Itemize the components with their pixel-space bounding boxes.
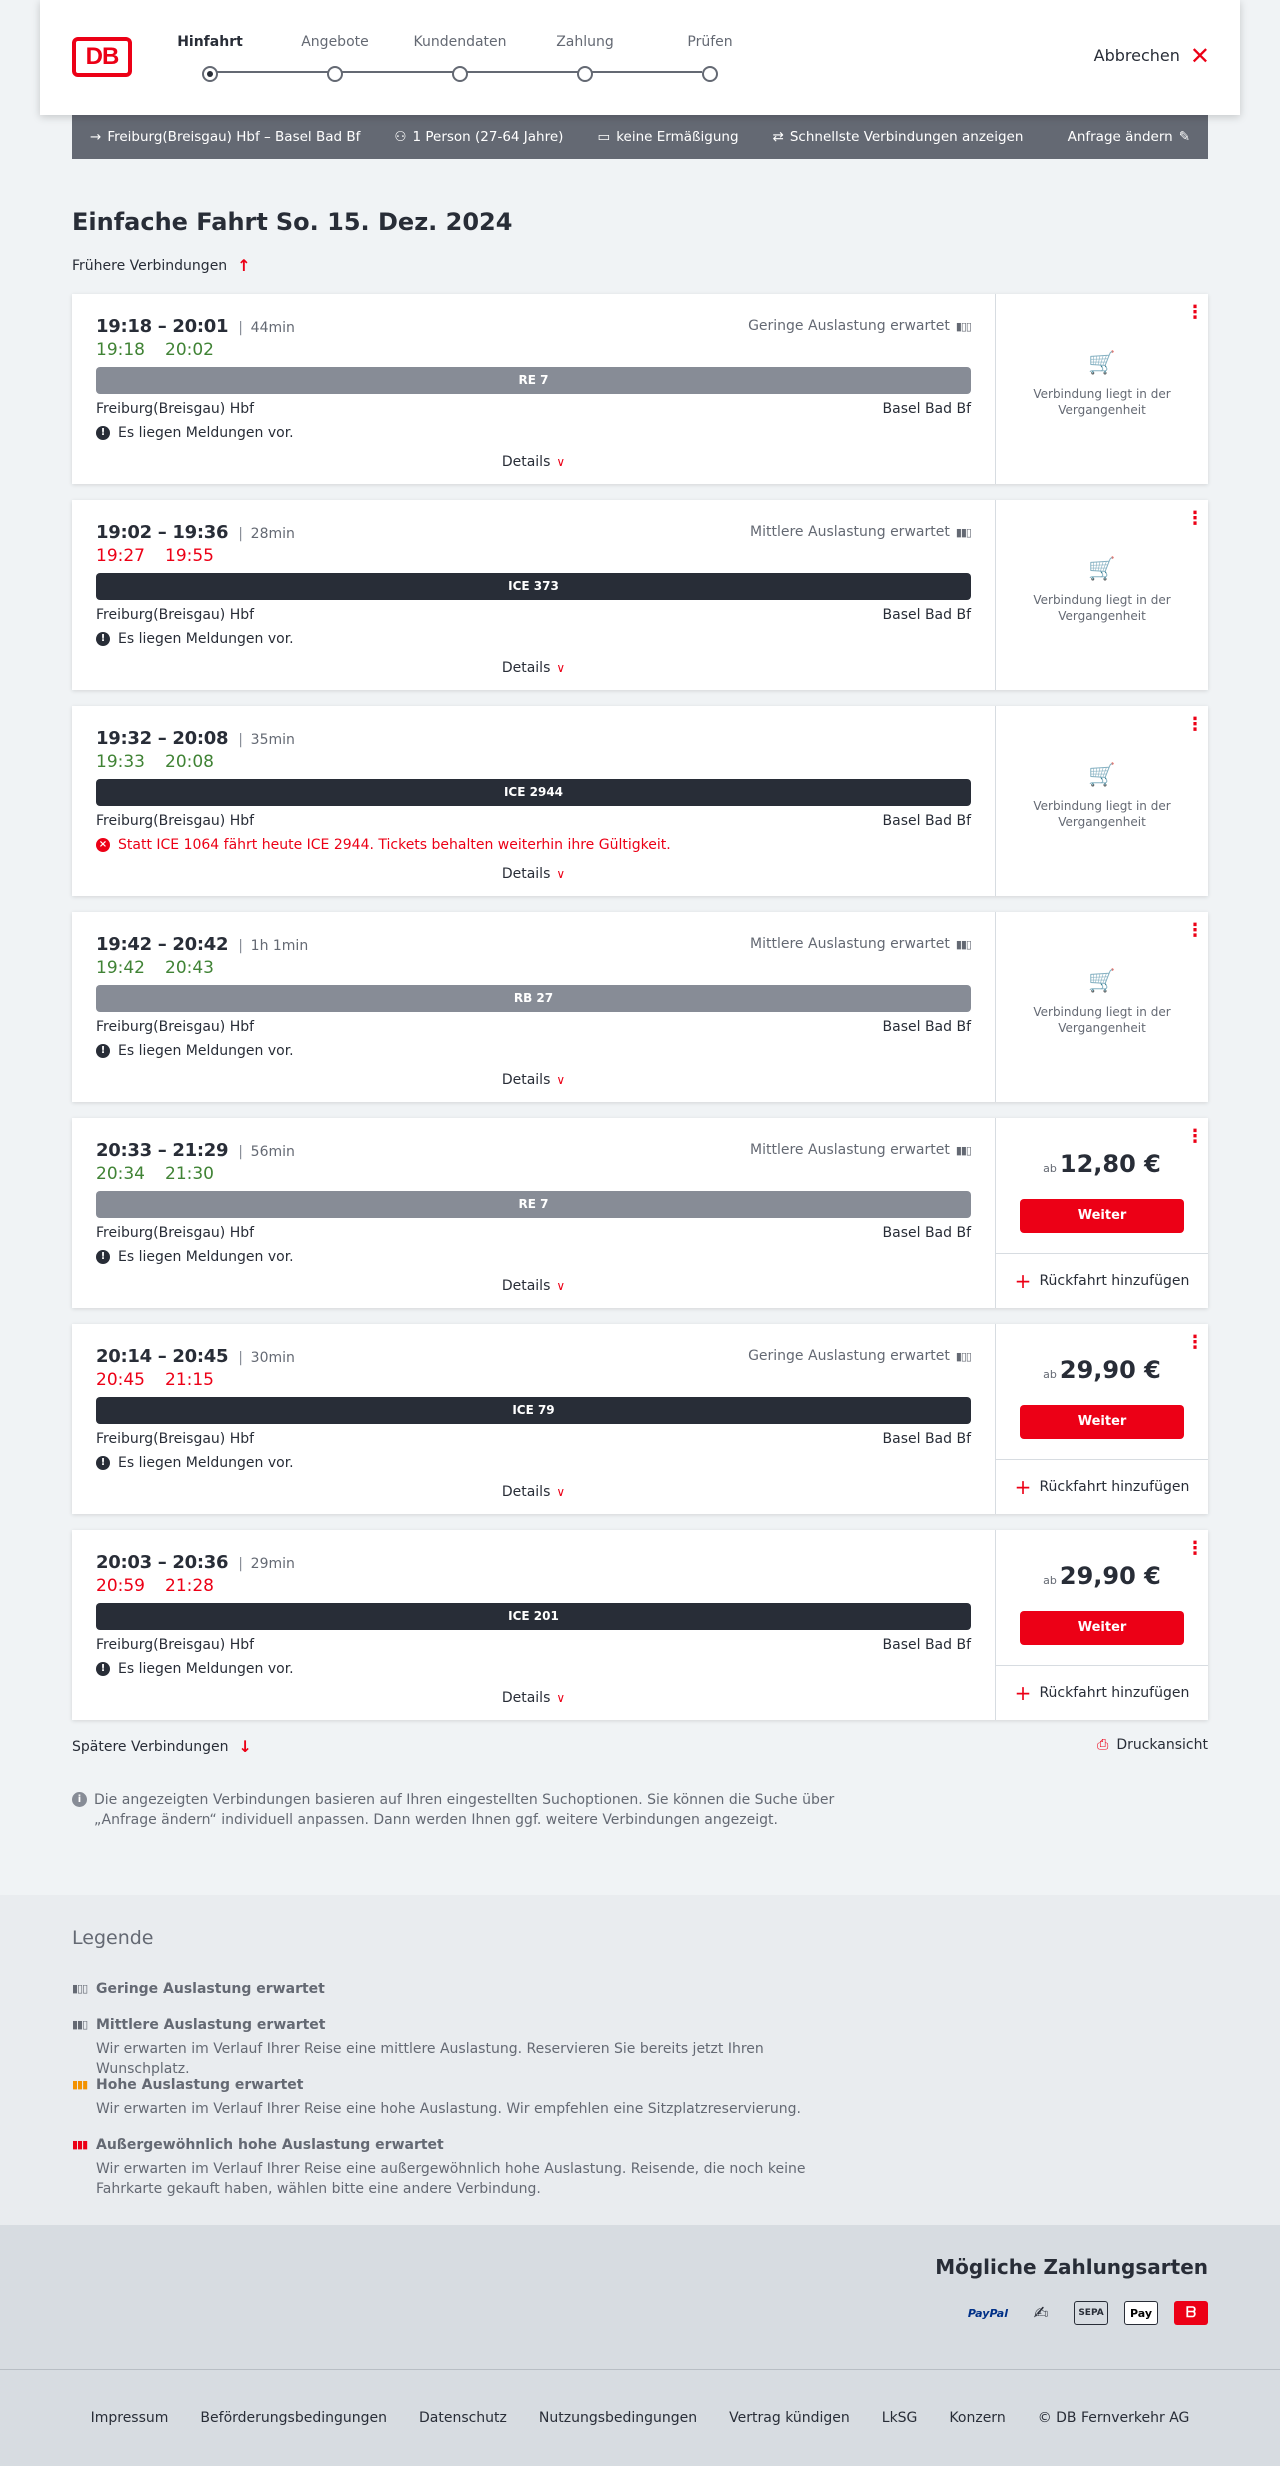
occupancy-high-icon: ▮▮▮ — [72, 2078, 88, 2091]
legend-item-low: ▮▯▯ Geringe Auslastung erwartet — [72, 1981, 325, 1997]
cart-icon: 🛒 — [1088, 763, 1116, 788]
offer-panel — [995, 1324, 1208, 1514]
train-bar[interactable]: ICE 373 — [96, 573, 971, 600]
train-bar[interactable]: ICE 2944 — [96, 779, 971, 806]
card-icon: ▭ — [597, 129, 611, 145]
offer-panel — [995, 1118, 1208, 1308]
stations: Freiburg(Breisgau) Hbf Basel Bad Bf — [96, 813, 971, 829]
step-dot — [202, 66, 218, 82]
scheduled-times: 20:33 – 21:29 | 56min — [96, 1140, 295, 1161]
realtime-times: 19:18 20:02 — [96, 340, 214, 360]
print-view-link[interactable]: ⎙ Druckansicht — [1097, 1737, 1208, 1753]
later-connections-link[interactable]: Spätere Verbindungen ↓ — [72, 1737, 252, 1756]
stations: Freiburg(Breisgau) Hbf Basel Bad Bf — [96, 1019, 971, 1035]
step-dot — [577, 66, 593, 82]
chevron-down-icon: ∨ — [556, 455, 566, 469]
search-summary-bar — [72, 115, 1208, 159]
person-icon: ⚇ — [394, 129, 407, 145]
db-logo[interactable]: DB — [72, 37, 132, 77]
separator: | — [238, 732, 243, 748]
realtime-times: 19:33 20:08 — [96, 752, 214, 772]
connection-details — [72, 1324, 995, 1514]
past-connection-notice: 🛒 Verbindung liegt in der Vergangenheit — [996, 768, 1208, 830]
details-toggle[interactable]: Details ∨ — [501, 1278, 566, 1294]
stations: Freiburg(Breisgau) Hbf Basel Bad Bf — [96, 1431, 971, 1447]
chevron-down-icon: ∨ — [556, 1073, 566, 1087]
pencil-icon: ✎ — [1178, 129, 1190, 145]
stations: Freiburg(Breisgau) Hbf Basel Bad Bf — [96, 1225, 971, 1241]
info-note: i Die angezeigten Verbindungen basieren auf Ihren eingestellten Suchoptionen. Sie können die Suche über „Anfrage ändern“ individuell anpassen. Dann werden Ihnen ggf. weitere Verbindungen angezeigt. — [72, 1790, 842, 1830]
step-dot — [702, 66, 718, 82]
footer-copyright: © DB Fernverkehr AG — [1037, 2410, 1190, 2426]
connection-card — [72, 912, 1208, 1102]
stations: Freiburg(Breisgau) Hbf Basel Bad Bf — [96, 1637, 971, 1653]
details-toggle[interactable]: Details ∨ — [501, 1072, 566, 1088]
connection-details — [72, 1118, 995, 1308]
plus-icon: + — [1014, 1475, 1032, 1499]
footer-link[interactable]: Konzern — [949, 2410, 1006, 2426]
occupancy-very-high-icon: ▮▮▮ — [72, 2138, 88, 2151]
connection-message: ! Es liegen Meldungen vor. — [96, 1249, 294, 1265]
cart-icon: 🛒 — [1088, 969, 1116, 994]
step-zahlung: Zahlung — [530, 34, 640, 82]
occupancy-low-icon: ▮▯▯ — [72, 1982, 88, 1995]
step-kundendaten: Kundendaten — [405, 34, 515, 82]
arrow-up-icon: ↑ — [237, 256, 251, 275]
scheduled-times: 19:42 – 20:42 | 1h 1min — [96, 934, 309, 955]
discount-info: ▭ keine Ermäßigung — [597, 129, 739, 145]
info-icon: i — [72, 1792, 87, 1807]
footer-link[interactable]: LkSG — [881, 2410, 918, 2426]
continue-button[interactable]: Weiter — [1020, 1405, 1184, 1439]
train-bar[interactable]: RE 7 — [96, 367, 971, 394]
occupancy-icon: ▮▮▯ — [955, 1143, 971, 1157]
warning-icon: ! — [96, 632, 110, 646]
train-bar[interactable]: ICE 201 — [96, 1603, 971, 1630]
chevron-down-icon: ∨ — [556, 1485, 566, 1499]
offer-panel — [995, 1530, 1208, 1720]
chevron-down-icon: ∨ — [556, 1279, 566, 1293]
credit-card-icon: ✍ — [1033, 2302, 1049, 2324]
connection-card — [72, 1118, 1208, 1308]
occupancy-info: Geringe Auslastung erwartet ▮▯▯ — [748, 318, 971, 334]
step-pruefen: Prüfen — [655, 34, 765, 82]
connection-message: ! Es liegen Meldungen vor. — [96, 631, 294, 647]
price: ab 29,90 € — [1043, 1562, 1161, 1590]
details-toggle[interactable]: Details ∨ — [501, 1484, 566, 1500]
warning-icon: ! — [96, 1456, 110, 1470]
warning-icon: ! — [96, 1250, 110, 1264]
warning-icon: ! — [96, 1044, 110, 1058]
connection-card — [72, 1530, 1208, 1720]
occupancy-info: Mittlere Auslastung erwartet ▮▮▯ — [750, 936, 971, 952]
details-toggle[interactable]: Details ∨ — [501, 454, 566, 470]
connection-card — [72, 1324, 1208, 1514]
more-icon[interactable]: ⋮ — [1186, 508, 1204, 529]
warning-icon: ! — [96, 1662, 110, 1676]
realtime-times: 19:42 20:43 — [96, 958, 214, 978]
scheduled-times: 19:32 – 20:08 | 35min — [96, 728, 295, 749]
step-hinfahrt: Hinfahrt — [155, 34, 265, 82]
payment-section — [0, 2225, 1280, 2369]
connection-details — [72, 294, 995, 484]
route-info: → Freiburg(Breisgau) Hbf – Basel Bad Bf — [90, 129, 361, 145]
separator: | — [238, 320, 243, 336]
add-return-button[interactable]: + Rückfahrt hinzufügen — [996, 1459, 1208, 1514]
details-toggle[interactable]: Details ∨ — [501, 866, 566, 882]
connection-details — [72, 1530, 995, 1720]
swap-icon: ⇄ — [772, 129, 784, 145]
offer-panel — [995, 294, 1208, 484]
payment-title: Mögliche Zahlungsarten — [935, 2255, 1208, 2279]
connection-message: × Statt ICE 1064 fährt heute ICE 2944. Tickets behalten weiterhin ihre Gültigkeit. — [96, 837, 671, 853]
plus-icon: + — [1014, 1269, 1032, 1293]
legend-title: Legende — [72, 1927, 154, 1949]
legend-section — [0, 1895, 1280, 2225]
stations: Freiburg(Breisgau) Hbf Basel Bad Bf — [96, 607, 971, 623]
footer-link[interactable]: Vertrag kündigen — [729, 2410, 850, 2426]
footer-link[interactable]: Nutzungsbedingungen — [538, 2410, 698, 2426]
arrow-down-icon: ↓ — [238, 1737, 252, 1756]
train-bar[interactable]: RE 7 — [96, 1191, 971, 1218]
occupancy-icon: ▮▯▯ — [955, 319, 971, 333]
more-icon[interactable]: ⋮ — [1186, 302, 1204, 323]
details-toggle[interactable]: Details ∨ — [501, 1690, 566, 1706]
separator: | — [238, 1350, 243, 1366]
cart-icon: 🛒 — [1088, 557, 1116, 582]
footer-link[interactable]: Beförderungsbedingungen — [200, 2410, 387, 2426]
fastest-info: ⇄ Schnellste Verbindungen anzeigen — [772, 129, 1024, 145]
booking-stepper — [160, 34, 760, 84]
connection-card — [72, 706, 1208, 896]
passenger-info: ⚇ 1 Person (27-64 Jahre) — [394, 129, 564, 145]
connection-details — [72, 500, 995, 690]
connection-message: ! Es liegen Meldungen vor. — [96, 425, 294, 441]
chevron-down-icon: ∨ — [556, 661, 566, 675]
scheduled-times: 19:02 – 19:36 | 28min — [96, 522, 295, 543]
more-icon[interactable]: ⋮ — [1186, 1332, 1204, 1353]
separator: | — [238, 1556, 243, 1572]
error-icon: × — [96, 838, 110, 852]
stations: Freiburg(Breisgau) Hbf Basel Bad Bf — [96, 401, 971, 417]
apple-pay-icon: Pay — [1124, 2301, 1158, 2325]
scheduled-times: 20:03 – 20:36 | 29min — [96, 1552, 295, 1573]
connection-card — [72, 294, 1208, 484]
offer-panel — [995, 912, 1208, 1102]
arrow-right-icon: → — [90, 129, 102, 145]
connection-details — [72, 912, 995, 1102]
occupancy-info: Mittlere Auslastung erwartet ▮▮▯ — [750, 1142, 971, 1158]
separator: | — [238, 938, 243, 954]
occupancy-medium-icon: ▮▮▯ — [72, 2018, 88, 2031]
occupancy-icon: ▮▮▯ — [955, 525, 971, 539]
scheduled-times: 20:14 – 20:45 | 30min — [96, 1346, 295, 1367]
more-icon[interactable]: ⋮ — [1186, 920, 1204, 941]
step-dot — [452, 66, 468, 82]
add-return-button[interactable]: + Rückfahrt hinzufügen — [996, 1253, 1208, 1308]
warning-icon: ! — [96, 426, 110, 440]
past-connection-notice: 🛒 Verbindung liegt in der Vergangenheit — [996, 562, 1208, 624]
print-icon: ⎙ — [1097, 1737, 1109, 1753]
occupancy-icon: ▮▮▯ — [955, 937, 971, 951]
page-title: Einfache Fahrt So. 15. Dez. 2024 — [72, 208, 513, 236]
occupancy-info: Geringe Auslastung erwartet ▮▯▯ — [748, 1348, 971, 1364]
footer-links — [0, 2410, 1280, 2426]
more-icon[interactable]: ⋮ — [1186, 1538, 1204, 1559]
connection-message: ! Es liegen Meldungen vor. — [96, 1455, 294, 1471]
change-request-button[interactable]: Anfrage ändern ✎ — [1067, 129, 1190, 145]
footer-link[interactable]: Impressum — [90, 2410, 169, 2426]
page-header — [40, 0, 1240, 115]
cancel-button[interactable] — [1093, 41, 1210, 70]
continue-button[interactable]: Weiter — [1020, 1611, 1184, 1645]
sepa-icon: SEPA — [1074, 2301, 1108, 2325]
chevron-down-icon: ∨ — [556, 867, 566, 881]
separator: | — [238, 1144, 243, 1160]
legend-item-very-high: ▮▮▮ Außergewöhnlich hohe Auslastung erwartet Wir erwarten im Verlauf Ihrer Reise eine außergewöhnlich hohe Auslastung. Reisende, die noch keine Fahrkarte gekauft haben, wählen bitte eine andere Verbindung. — [72, 2137, 806, 2197]
realtime-times: 20:59 21:28 — [96, 1576, 214, 1596]
realtime-times: 20:45 21:15 — [96, 1370, 214, 1390]
continue-button[interactable]: Weiter — [1020, 1199, 1184, 1233]
plus-icon: + — [1014, 1681, 1032, 1705]
occupancy-icon: ▮▯▯ — [955, 1349, 971, 1363]
cart-icon: 🛒 — [1088, 351, 1116, 376]
price: ab 29,90 € — [1043, 1356, 1161, 1384]
past-connection-notice: 🛒 Verbindung liegt in der Vergangenheit — [996, 974, 1208, 1036]
page-footer — [0, 2369, 1280, 2466]
close-icon: ✕ — [1189, 41, 1210, 70]
offer-panel — [995, 706, 1208, 896]
cancel-label: Abbrechen — [1093, 46, 1180, 65]
realtime-times: 19:27 19:55 — [96, 546, 214, 566]
more-icon[interactable]: ⋮ — [1186, 1126, 1204, 1147]
earlier-connections-link[interactable]: Frühere Verbindungen ↑ — [72, 256, 251, 275]
realtime-times: 20:34 21:30 — [96, 1164, 214, 1184]
offer-panel — [995, 500, 1208, 690]
occupancy-info: Mittlere Auslastung erwartet ▮▮▯ — [750, 524, 971, 540]
train-bar[interactable]: ICE 79 — [96, 1397, 971, 1424]
legend-item-high: ▮▮▮ Hohe Auslastung erwartet Wir erwarten im Verlauf Ihrer Reise eine hohe Auslastung. Wir empfehlen eine Sitzplatzreservierung. — [72, 2077, 801, 2117]
past-connection-notice: 🛒 Verbindung liegt in der Vergangenheit — [996, 356, 1208, 418]
payment-icons — [968, 2301, 1208, 2325]
separator: | — [238, 526, 243, 542]
scheduled-times: 19:18 – 20:01 | 44min — [96, 316, 295, 337]
train-bar[interactable]: RB 27 — [96, 985, 971, 1012]
details-toggle[interactable]: Details ∨ — [501, 660, 566, 676]
chevron-down-icon: ∨ — [556, 1691, 566, 1705]
price: ab 12,80 € — [1043, 1150, 1161, 1178]
db-bonus-icon: ᗷ — [1174, 2301, 1208, 2325]
more-icon[interactable]: ⋮ — [1186, 714, 1204, 735]
step-angebote: Angebote — [280, 34, 390, 82]
footer-link[interactable]: Datenschutz — [418, 2410, 507, 2426]
connection-details — [72, 706, 995, 896]
connection-message: ! Es liegen Meldungen vor. — [96, 1661, 294, 1677]
connection-card — [72, 500, 1208, 690]
connection-message: ! Es liegen Meldungen vor. — [96, 1043, 294, 1059]
step-dot — [327, 66, 343, 82]
paypal-icon: PayPal — [967, 2306, 1008, 2320]
legend-item-medium: ▮▮▯ Mittlere Auslastung erwartet Wir erwarten im Verlauf Ihrer Reise eine mittlere Auslastung. Reservieren Sie bereits jetzt Ihren Wunschplatz. — [72, 2017, 764, 2077]
add-return-button[interactable]: + Rückfahrt hinzufügen — [996, 1665, 1208, 1720]
